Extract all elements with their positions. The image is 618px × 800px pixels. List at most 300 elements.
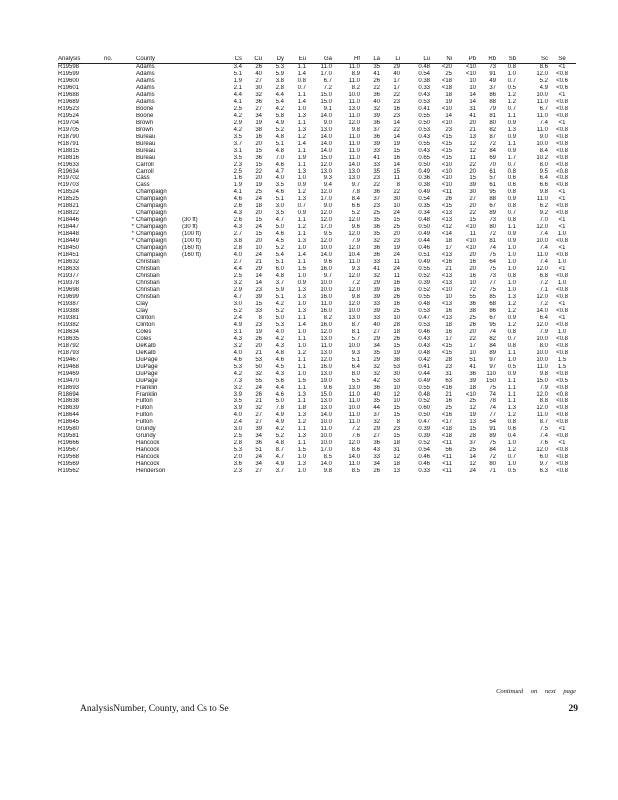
table-cell: <1 [558,196,566,203]
table-cell: 10.0 [320,286,332,293]
table-cell: 1.0 [507,252,516,259]
table-cell: 8.4 [539,147,548,154]
table-cell: 0.55 [418,140,430,147]
table-cell: 30 [255,84,262,91]
table-cell: Carroll [136,168,154,175]
running-title: AnalysisNumber, County, and Cs to Se [80,704,229,714]
table-cell: 73 [489,64,496,70]
table-cell: 4.3 [233,210,242,217]
table-cell [104,301,136,308]
table-cell: 14.0 [536,307,548,314]
table-cell: R18694 [58,391,80,398]
table-cell: Carroll [136,161,154,168]
table-cell: 1.0 [297,245,306,252]
table-cell: 12.0 [348,119,360,126]
table-cell: 3.5 [233,154,242,161]
table-row [58,252,576,259]
table-cell [104,419,136,426]
table-cell: 27 [373,433,380,440]
table-cell: 80 [489,224,496,231]
table-cell: 4.7 [275,454,284,461]
table-cell: R19702 [58,175,80,182]
table-row [58,92,576,99]
table-cell: 75 [489,384,496,391]
table-cell: 17 [445,335,452,342]
table-cell: <13 [441,252,452,259]
table-cell: 10.0 [320,440,332,447]
table-cell: 4.6 [275,391,284,398]
table-cell: 19 [445,98,452,105]
table-cell: 7.8 [275,405,284,412]
table-cell: <0.8 [556,405,568,412]
table-cell: 44 [373,405,380,412]
table-cell: 32 [373,238,380,245]
table-cell: 8.4 [351,196,360,203]
table-cell: 13 [469,419,476,426]
table-cell: 4.3 [233,335,242,342]
table-cell: 25 [393,224,400,231]
table-cell: R19666 [58,440,80,447]
table-cell: 0.50 [418,119,430,126]
table-cell: 19 [469,412,476,419]
table-cell: 1.1 [507,377,516,384]
table-cell: 24 [255,252,262,259]
table-cell: 7.3 [233,377,242,384]
table-cell: 8.6 [351,447,360,454]
table-cell: 6.7 [323,77,332,84]
table-cell: 40 [373,321,380,328]
table-cell [182,350,220,357]
table-cell: 16 [445,328,452,335]
table-cell: 2.4 [233,314,242,321]
table-cell: 27 [373,328,380,335]
table-cell [182,127,220,134]
table-cell: 17 [393,84,400,91]
table-cell: 10.0 [536,356,548,363]
table-cell: 32 [373,105,380,112]
table-cell: 1.0 [297,328,306,335]
table-cell [182,113,220,120]
table-cell: 72 [489,454,496,461]
table-cell: 12.0 [348,273,360,280]
table-cell: Boone [136,112,154,119]
table-cell: R19467 [58,356,80,363]
table-cell: <10 [441,286,452,293]
table-cell: 20 [469,119,476,126]
column-header: County [136,56,182,64]
table-cell: 51 [255,447,262,454]
table-cell: 4.9 [539,84,548,91]
table-cell: 18 [445,238,452,245]
table-cell: 8.0 [351,370,360,377]
table-cell: 16 [469,273,476,280]
table-cell: 0.9 [297,280,306,286]
table-cell: <1 [558,426,566,433]
table-cell: 75 [489,440,496,447]
table-cell: 1.0 [507,280,516,286]
table-cell: 110 [486,370,496,377]
table-cell: <18 [441,84,452,91]
table-cell: 5.5 [351,377,360,384]
table-cell: <0.8 [556,433,568,440]
table-cell: 4.2 [275,300,284,307]
table-cell: Champaign [136,238,167,245]
table-cell: DuPage [136,377,158,384]
table-cell: 0.47 [418,314,430,321]
table-cell: 1.3 [297,433,306,440]
table-cell: 32 [373,419,380,426]
table-cell: 22 [469,335,476,342]
table-cell: 1.6 [233,175,242,182]
table-cell: 54 [489,419,496,426]
table-cell: 0.9 [507,147,516,154]
table-cell: 21 [255,349,262,356]
table-cell: 12.0 [320,328,332,335]
table-cell: 55 [469,293,476,300]
table-cell: 7.6 [351,433,360,440]
table-cell [182,343,220,350]
table-cell: 19 [255,119,262,126]
table-cell: 10 [255,245,262,252]
table-cell: R19634 [58,168,80,175]
table-cell: 15 [255,300,262,307]
table-cell: 41 [469,363,476,370]
table-cell: 3.7 [275,280,284,286]
table-cell: 10.4 [348,252,360,259]
table-cell: 0.8 [507,64,516,70]
table-cell: 0.55 [418,384,430,391]
table-cell: 17.0 [320,196,332,203]
table-cell: 10 [469,280,476,286]
table-cell: Bureau [136,154,156,161]
table-cell: 26 [393,293,400,300]
table-cell: R18639 [58,405,80,412]
table-cell: 0.7 [507,210,516,217]
table-cell: 27 [255,105,262,112]
table-cell: 21 [445,266,452,273]
table-cell: 81 [489,112,496,119]
table-cell [104,412,136,419]
table-cell: Fulton [136,405,153,412]
table-cell: 72 [489,140,496,147]
table-cell: 30 [393,370,400,377]
table-cell [182,189,220,196]
table-cell: <0.8 [556,133,568,140]
table-cell: <18 [441,426,452,433]
table-cell: 4.9 [275,119,284,126]
table-cell: 7.4 [539,259,548,266]
table-cell [182,168,220,175]
table-cell [182,203,220,210]
table-cell: 50 [255,363,262,370]
table-cell: 35 [373,398,380,405]
table-cell: 5.1 [275,140,284,147]
table-row [58,106,576,113]
table-cell: <0.8 [556,349,568,356]
table-cell: 2.6 [233,217,242,224]
table-cell [104,64,136,71]
table-cell: 11.0 [536,412,548,419]
table-cell: 25 [373,210,380,217]
table-cell: 1.5 [557,356,567,363]
table-cell: Hancock [136,440,160,447]
table-cell: 18 [445,91,452,98]
table-cell: <13 [441,300,452,307]
table-cell: 36 [373,245,380,252]
table-cell: 53 [393,377,400,384]
table-cell: R18524 [58,189,80,196]
table-cell: 0.54 [418,196,430,203]
table-cell: <11 [442,454,452,461]
table-cell [182,196,220,203]
table-cell: 0.7 [507,77,516,84]
table-cell: 2.6 [233,203,242,210]
table-cell [182,280,220,287]
table-cell: 36 [255,440,262,447]
table-cell: 4.5 [275,363,284,370]
column-header: Cs [220,56,242,64]
table-cell: Franklin [136,384,158,391]
table-cell: <0.8 [556,321,568,328]
table-cell: Champaign [136,224,167,231]
table-cell: 3.4 [233,64,242,70]
table-cell: 12 [469,405,476,412]
table-cell: DeKalb [136,349,156,356]
table-cell: 16 [393,286,400,293]
table-row [58,350,576,357]
table-cell: 22 [393,91,400,98]
table-cell: 28 [393,321,400,328]
table-cell: 8.9 [351,70,360,77]
table-cell: 1.1 [297,384,306,391]
table-cell: 16.0 [320,321,332,328]
table-cell: 11.0 [348,147,360,154]
table-row [58,168,576,175]
table-cell [182,308,220,315]
table-cell: Adams [136,77,155,84]
table-cell: 11.0 [348,64,360,70]
table-cell: 0.46 [418,461,430,468]
table-cell [182,364,220,371]
table-cell: Boone [136,105,154,112]
table-cell: 27 [255,419,262,426]
table-cell: 7.2 [323,84,332,91]
table-cell: 0.52 [418,286,430,293]
table-row [58,419,576,426]
table-cell: 5.1 [275,259,284,266]
table-cell: 97 [489,363,496,370]
table-cell: 2.8 [233,440,242,447]
table-cell [182,315,220,322]
table-cell: 11.0 [536,252,548,259]
table-cell [104,113,136,120]
table-cell: 23 [373,203,380,210]
table-cell: 0.43 [418,342,430,349]
table-cell: 9.8 [323,468,332,475]
table-cell: 0.47 [418,419,430,426]
table-cell: Fulton [136,412,153,419]
table-cell: 7.4 [539,231,548,238]
table-cell: <13 [441,217,452,224]
column-header: Sc [516,56,548,64]
table-cell: 10.0 [320,280,332,286]
table-cell: 4.9 [233,321,242,328]
table-cell: 14 [255,273,262,280]
table-cell: 82 [489,335,496,342]
table-cell: 15 [255,147,262,154]
table-cell: 0.6 [507,182,516,189]
table-cell: 38 [255,126,262,133]
table-cell: 82 [489,126,496,133]
table-cell: 0.8 [507,328,516,335]
table-cell: 1.8 [297,405,306,412]
table-cell [182,92,220,99]
table-row [58,412,576,419]
table-cell: 0.49 [418,189,430,196]
table-row [58,175,576,182]
chemical-analysis-table [58,56,576,475]
table-cell: 1.1 [297,356,306,363]
table-cell: 26 [373,468,380,475]
table-row [58,203,576,210]
table-cell: 1.2 [507,412,516,419]
table-cell: 69 [489,154,496,161]
table-cell: R19382 [58,321,80,328]
table-cell: 15.0 [320,154,332,161]
table-cell: 11.0 [348,412,360,419]
table-row [58,378,576,385]
table-cell: 12.0 [348,245,360,252]
table-cell: 0.41 [418,363,430,370]
table-cell: Champaign [136,231,167,238]
table-cell: <11 [442,468,452,475]
table-cell [182,162,220,169]
table-cell: 41 [373,154,380,161]
table-cell: 1.0 [297,273,306,280]
table-row [58,71,576,78]
table-cell: 13.0 [348,105,360,112]
table-cell: 18 [469,384,476,391]
table-cell: (160 ft) [182,245,202,252]
table-cell [104,468,136,475]
table-cell: 26 [393,335,400,342]
table-cell: 7.4 [539,245,548,252]
table-cell: 1.4 [297,98,306,105]
table-cell: Adams [136,98,155,105]
table-cell: 2.5 [233,433,242,440]
table-cell: 11 [469,154,476,161]
table-cell [104,148,136,155]
table-cell: Coles [136,328,152,335]
table-cell: <0.8 [556,384,568,391]
table-cell [104,350,136,357]
table-cell: 67 [489,314,496,321]
table-cell: 3.0 [233,300,242,307]
table-cell: 1.0 [507,259,516,266]
table-cell: 0.52 [418,273,430,280]
table-cell: 25 [469,398,476,405]
table-cell: 14.0 [348,161,360,168]
table-cell: 0.55 [418,112,430,119]
table-cell: <15 [441,140,452,147]
table-cell: R19689 [58,98,80,105]
table-cell: 1.1 [297,314,306,321]
table-row [58,385,576,392]
table-cell: 20 [255,238,262,245]
table-cell: 18 [393,328,400,335]
table-cell: 12 [469,461,476,468]
table-cell: 9.3 [351,349,360,356]
table-cell: 84 [489,147,496,154]
table-cell: 0.36 [418,175,430,182]
table-cell: 13.0 [348,168,360,175]
column-header: Ga [306,56,332,64]
table-cell [182,336,220,343]
table-cell: <0.6 [556,77,568,84]
table-cell: <10 [465,238,476,245]
table-cell: 0.7 [507,454,516,461]
table-cell: 3.9 [233,391,242,398]
table-cell: <1 [558,119,566,126]
table-cell: * [131,224,134,231]
table-cell: 87 [489,133,496,140]
table-cell: 0.39 [418,280,430,286]
table-cell [182,329,220,336]
table-row [58,224,576,231]
table-cell: 12.0 [320,238,332,245]
table-cell: <15 [441,349,452,356]
table-cell: 13.0 [348,175,360,182]
table-cell: 1.7 [507,154,516,161]
table-cell [104,329,136,336]
table-cell: <0.8 [556,147,568,154]
table-cell: 10 [469,84,476,91]
table-cell [182,419,220,426]
table-cell: 71 [489,468,496,475]
table-cell: 16.0 [320,266,332,273]
column-header: Li [380,56,400,64]
table-cell: <0.8 [556,391,568,398]
table-cell: 3.1 [233,147,242,154]
table-cell: 5.3 [233,447,242,454]
table-cell: 61 [489,168,496,175]
table-cell: 0.54 [418,447,430,454]
table-cell: 24 [255,196,262,203]
table-cell: 0.9 [297,210,306,217]
table-cell: 36 [255,154,262,161]
table-cell: 75 [489,252,496,259]
table-cell: 23 [393,112,400,119]
table-cell: 21 [445,391,452,398]
table-cell: 0.48 [418,217,430,224]
table-cell: 12.0 [536,391,548,398]
table-cell: 80 [489,119,496,126]
table-cell: 15.0 [320,91,332,98]
table-cell: 31 [469,105,476,112]
table-cell: 0.46 [418,245,430,252]
table-cell: 14.0 [320,412,332,419]
table-cell: 12 [393,454,400,461]
table-cell: 39 [373,307,380,314]
table-cell: 1.3 [297,126,306,133]
table-cell: 7.9 [539,328,548,335]
table-cell: <0.8 [556,412,568,419]
table-cell: 40 [255,70,262,77]
table-cell [182,85,220,92]
table-cell: <0.8 [556,105,568,112]
table-cell [104,99,136,106]
table-cell: R18446 [58,217,80,224]
